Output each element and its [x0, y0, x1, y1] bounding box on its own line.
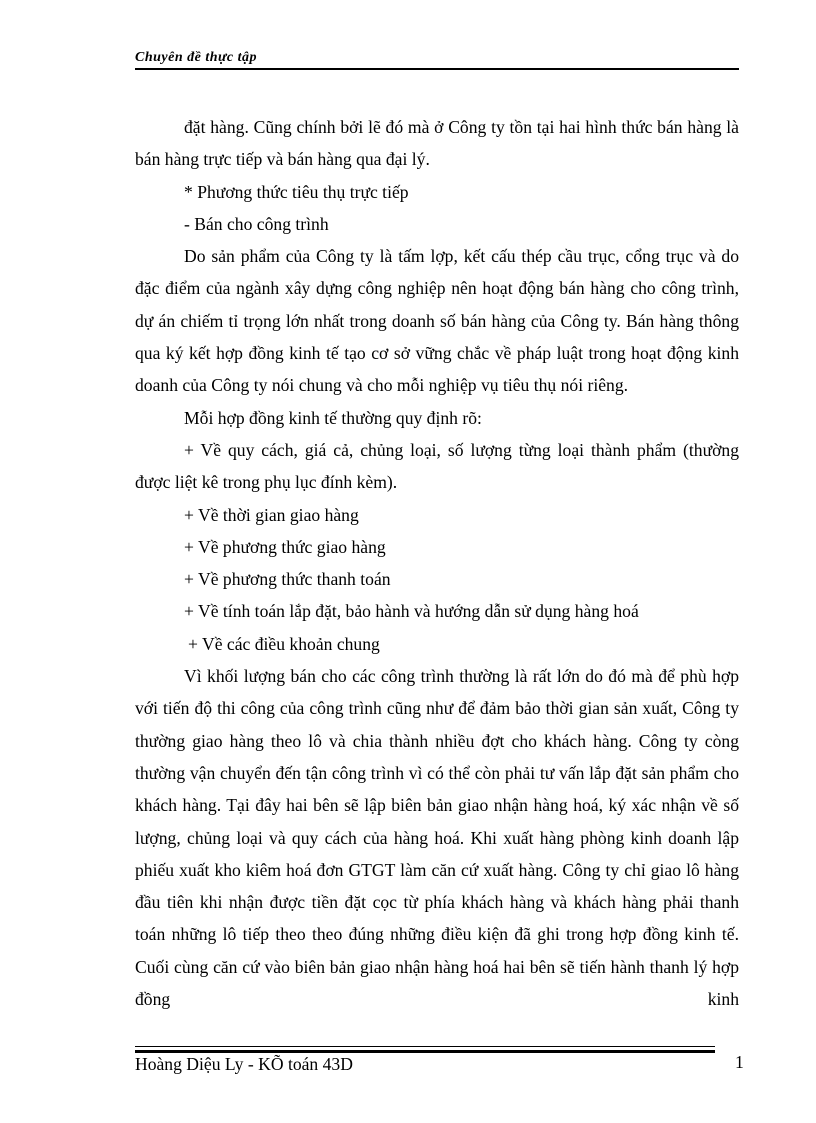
running-header-title: Chuyên đề thực tập — [135, 50, 258, 65]
list-item-specification: + Về quy cách, giá cả, chủng loại, số lượng từng loại thành phẩm (thường được liệt kê trong phụ lục đính kèm). — [135, 439, 739, 493]
paragraph-continuation: đặt hàng. Cũng chính bởi lẽ đó mà ở Công ty tồn tại hai hình thức bán hàng là bán hàng trực tiếp và bán hàng qua đại lý. — [135, 117, 739, 170]
list-item-delivery-method: + Về phương thức giao hàng — [184, 536, 386, 557]
heading-direct-sales: * Phương thức tiêu thụ trực tiếp — [184, 181, 409, 202]
paragraph-contract-intro: Mỗi hợp đồng kinh tế thường quy định rõ: — [184, 407, 482, 428]
footer-rule-thick — [135, 1050, 715, 1053]
list-item-general-terms: + Về các điều khoản chung — [188, 633, 380, 654]
paragraph-project-sales: Do sản phẩm của Công ty là tấm lợp, kết cấu thép cầu trục, cổng trục và do đặc điểm của ngành xây dựng công nghiệp nên hoạt động bán hàng cho công trình, dự án chiếm tỉ trọng lớn nhất trong doanh số bán hàng của Công ty. Bán hàng thông qua ký kết hợp đồng kinh tế tạo cơ sở vững chắc về pháp luật trong hoạt động kinh doanh của Công ty nói chung và cho mỗi nghiệp vụ tiêu thụ nói riêng. — [135, 246, 739, 396]
footer-author: Hoàng Diệu Ly - KÕ toán 43D — [135, 1054, 353, 1074]
document-body — [135, 111, 739, 1015]
subheading-project-sales: - Bán cho công trình — [184, 213, 329, 234]
list-item-delivery-time: + Về thời gian giao hàng — [184, 504, 359, 525]
paragraph-delivery-process: Vì khối lượng bán cho các công trình thường là rất lớn do đó mà để phù hợp với tiến độ thi công của công trình cũng như để đảm bảo thời gian sản xuất, Công ty thường giao hàng theo lô và chia thành nhiều đợt cho khách hàng. Công ty còng thường vận chuyển đến tận công trình vì có thể còn phải tư vấn lắp đặt sản phẩm cho khách hàng. Tại đây hai bên sẽ lập biên bản giao nhận hàng hoá, ký xác nhận về số lượng, chủng loại và quy cách của hàng hoá. Khi xuất hàng phòng kinh doanh lập phiếu xuất kho kiêm hoá đơn GTGT làm căn cứ xuất hàng. Công ty chỉ giao lô hàng đầu tiên khi nhận được tiền đặt cọc từ phía khách hàng và khách hàng phải thanh toán những lô tiếp theo theo đúng những điều kiện đã ghi trong hợp đồng kinh tế. Cuối cùng căn cứ vào biên bản giao nhận hàng hoá hai bên sẽ tiến hành thanh lý hợp đồng kinh — [135, 666, 739, 1010]
page-number: 1 — [735, 1052, 744, 1072]
footer-rule-thin — [135, 1046, 715, 1047]
list-item-payment-method: + Về phương thức thanh toán — [184, 569, 391, 590]
header-rule — [135, 68, 739, 70]
list-item-installation-warranty: + Về tính toán lắp đặt, bảo hành và hướng dẫn sử dụng hàng hoá — [184, 601, 639, 622]
